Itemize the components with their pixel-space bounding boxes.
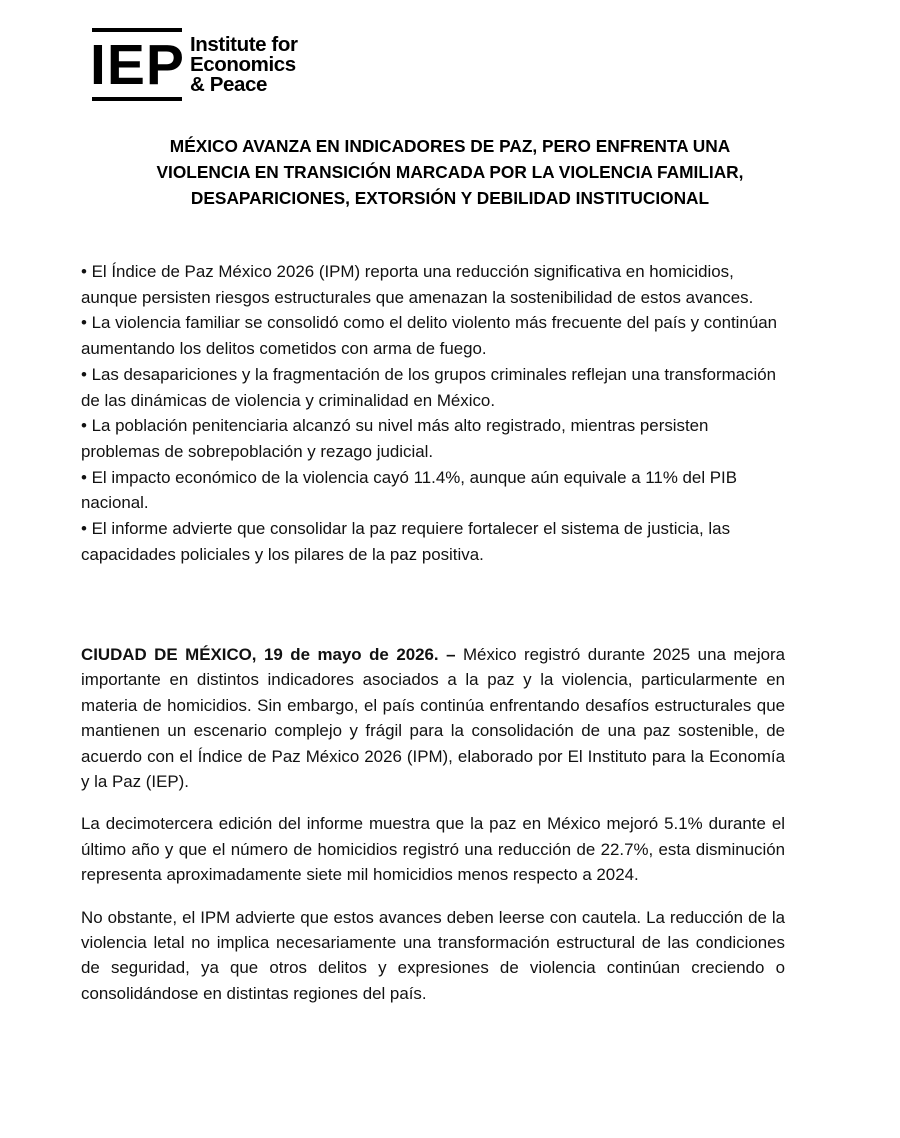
logo-mark: IEP [90,33,185,97]
key-point: • El Índice de Paz México 2026 (IPM) reporta una reducción significativa en homicidios, aunque persisten riesgos estructurales que amenazan la sostenibilidad de estos avances. [81,262,754,307]
article-body [81,642,785,1023]
logo-name-line: & Peace [190,73,267,96]
paragraph-text: México registró durante 2025 una mejora importante en distintos indicadores asociados a la paz y la violencia, particularmente en materia de homicidios. Sin embargo, el país continúa enfrentando desafíos estructurales que mantienen un escenario complejo y frágil para la consolidación de una paz sostenible, de acuerdo con el Índice de Paz México 2026 (IPM), elaborado por El Instituto para la Economía y la Paz (IEP). [81,645,785,792]
key-point: • Las desapariciones y la fragmentación de los grupos criminales reflejan una transformación de las dinámicas de violencia y criminalidad en México. [81,364,777,410]
dateline: CIUDAD DE MÉXICO, 19 de mayo de 2026. – [81,645,456,664]
iep-logo [92,28,322,102]
logo-name-line: Economics [190,53,296,76]
headline-line: MÉXICO AVANZA EN INDICADORES DE PAZ, PERO ENFRENTA UNA [169,136,731,156]
paragraph: No obstante, el IPM advierte que estos avances deben leerse con cautela. La reducción de la violencia letal no implica necesariamente una transformación estructural de las condiciones de seguridad, ya que otros delitos y expresiones de violencia continúan creciendo o consolidándose en distintas regiones del país. [81,907,785,1003]
paragraph: La decimotercera edición del informe muestra que la paz en México mejoró 5.1% durante el último año y que el número de homicidios registró una reducción de 22.7%, esta disminución representa aproximadamente siete mil homicidios menos respecto a 2024. [81,814,785,885]
key-point: • El informe advierte que consolidar la paz requiere fortalecer el sistema de justicia, las capacidades policiales y los pilares de la paz positiva. [81,519,731,564]
logo-name [190,35,298,95]
headline [100,133,800,211]
paragraph-lead [81,642,785,794]
logo-top-rule [92,28,182,32]
headline-line: VIOLENCIA EN TRANSICIÓN MARCADA POR LA VIOLENCIA FAMILIAR, [156,162,744,182]
key-point: • El impacto económico de la violencia cayó 11.4%, aunque aún equivale a 11% del PIB nacional. [81,467,737,513]
key-point: • La población penitenciaria alcanzó su nivel más alto registrado, mientras persisten problemas de sobrepoblación y rezago judicial. [81,416,709,461]
key-point: • La violencia familiar se consolidó como el delito violento más frecuente del país y continúan aumentando los delitos cometidos con arma de fuego. [81,313,777,359]
key-points-list [81,259,781,567]
headline-line: DESAPARICIONES, EXTORSIÓN Y DEBILIDAD INSTITUCIONAL [190,188,710,208]
logo-bottom-rule [92,97,182,101]
logo-name-line: Institute for [190,33,298,56]
